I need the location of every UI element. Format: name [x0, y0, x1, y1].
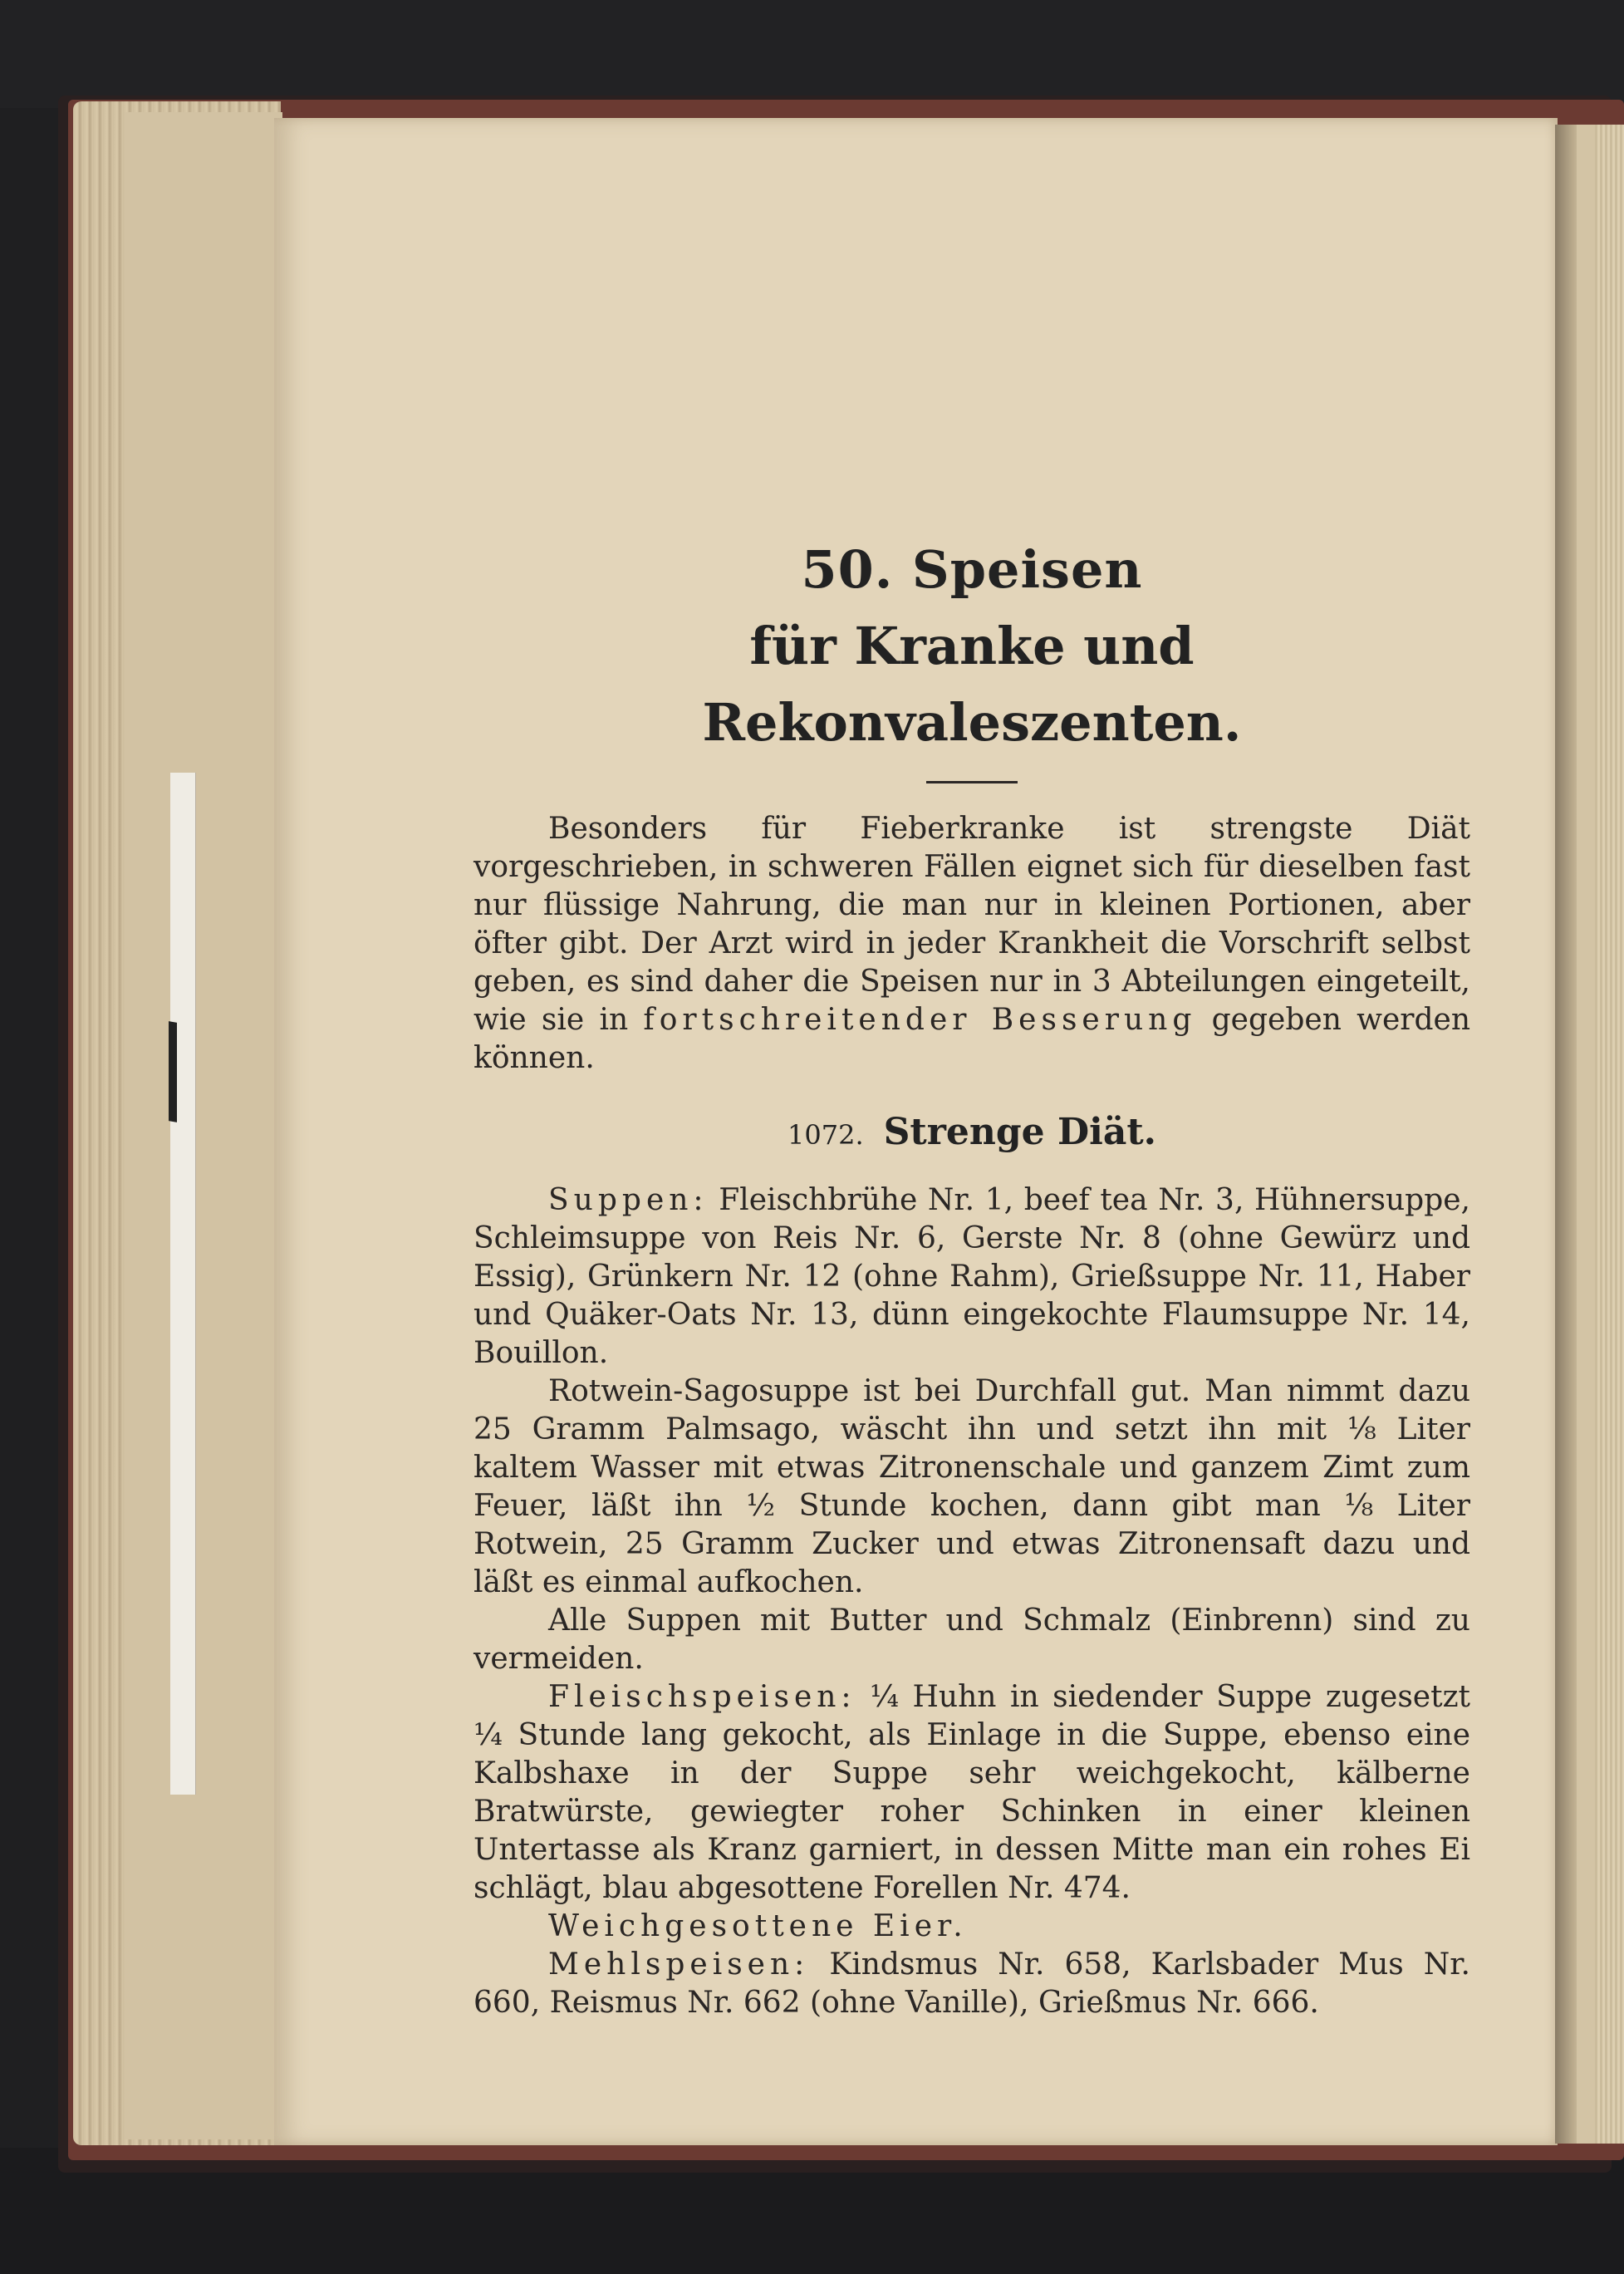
page-stack-front	[125, 112, 282, 2139]
paragraph-rotwein-sagosuppe: Rotwein-Sagosuppe ist bei Durchfall gut. Man nimmt dazu 25 Gramm Palmsago, wäscht ihn und setzt ihn mit ⅛ Liter kaltem Wasser mit etwas Zitronenschale und ganzem Zimt zum Feuer, läßt ihn ½ Stunde kochen, dann gibt man ⅛ Liter Rotwein, 25 Gramm Zucker und etwas Zitronensaft dazu und läßt es einmal aufkochen.	[473, 1374, 1470, 1599]
chapter-title-line-1: 50. Speisen	[801, 539, 1143, 600]
section-title: Strenge Diät.	[883, 1111, 1156, 1153]
label-eier: Weichgesottene Eier.	[548, 1909, 968, 1943]
intro-text-end: gegeben werden können.	[473, 1003, 1470, 1075]
slip-ink-mark	[169, 1021, 177, 1122]
text-mehlspeisen: Kindsmus Nr. 658, Karlsbader Mus Nr. 660, Reismus Nr. 662 (ohne Vanille), Grießmus Nr. 666.	[473, 1947, 1470, 2020]
backdrop-top	[0, 0, 1624, 108]
paragraph-suppen	[473, 1181, 1470, 1373]
text-suppen: Fleischbrühe Nr. 1, beef tea Nr. 3, Hühnersuppe, Schleimsuppe von Reis Nr. 6, Gerste Nr. 8 (ohne Gewürz und Essig), Grünkern Nr. 12 (ohne Rahm), Grießsuppe Nr. 11, Haber und Quäker-Oats Nr. 13, dünn eingekochte Flaumsuppe Nr. 14, Bouillon.	[473, 1183, 1470, 1370]
section-number: 1072.	[787, 1119, 864, 1151]
chapter-title-line-2: für Kranke und Rekonvaleszenten.	[702, 616, 1242, 753]
label-mehlspeisen: Mehlspeisen:	[548, 1947, 810, 1982]
book-gutter	[1555, 125, 1578, 2144]
intro-paragraph	[473, 810, 1470, 1078]
label-suppen: Suppen:	[548, 1183, 709, 1217]
chapter-title	[473, 532, 1470, 761]
paragraph-eier	[473, 1908, 1470, 1946]
facing-page-stack	[1595, 125, 1624, 2144]
text-fleischspeisen: ¼ Huhn in siedender Suppe zugesetzt ¼ Stunde lang gekocht, als Einlage in die Suppe, ebenso eine Kalbshaxe in der Suppe sehr weichgekocht, kälberne Bratwürste, gewiegter roher Schinken in einer kleinen Untertasse als Kranz garniert, in dessen Mitte man ein rohes Ei schlägt, blau abgesottene Forellen Nr. 474.	[473, 1680, 1470, 1905]
paragraph-mehlspeisen	[473, 1946, 1470, 2022]
intro-text-start: Besonders für Fieberkranke ist strengste Diät vorgeschrieben, in schweren Fällen eignet sich für dieselben fast nur flüssige Nahrung, die man nur in kleinen Portionen, aber öfter gibt. Der Arzt wird in jeder Krankheit die Vorschrift selbst geben, es sind daher die Speisen nur in 3 Abteilungen eingeteilt, wie sie in	[473, 812, 1470, 1037]
section-heading	[473, 1111, 1470, 1153]
page-content	[473, 532, 1470, 2022]
inserted-paper-slip	[170, 773, 195, 1795]
label-fleischspeisen: Fleischspeisen:	[548, 1680, 856, 1714]
paragraph-fleischspeisen	[473, 1678, 1470, 1908]
intro-text-spaced: fortschreitender Besserung	[643, 1003, 1197, 1037]
title-divider	[926, 781, 1018, 783]
paragraph-suppen-hinweis: Alle Suppen mit Butter und Schmalz (Einbrenn) sind zu vermeiden.	[473, 1604, 1470, 1676]
